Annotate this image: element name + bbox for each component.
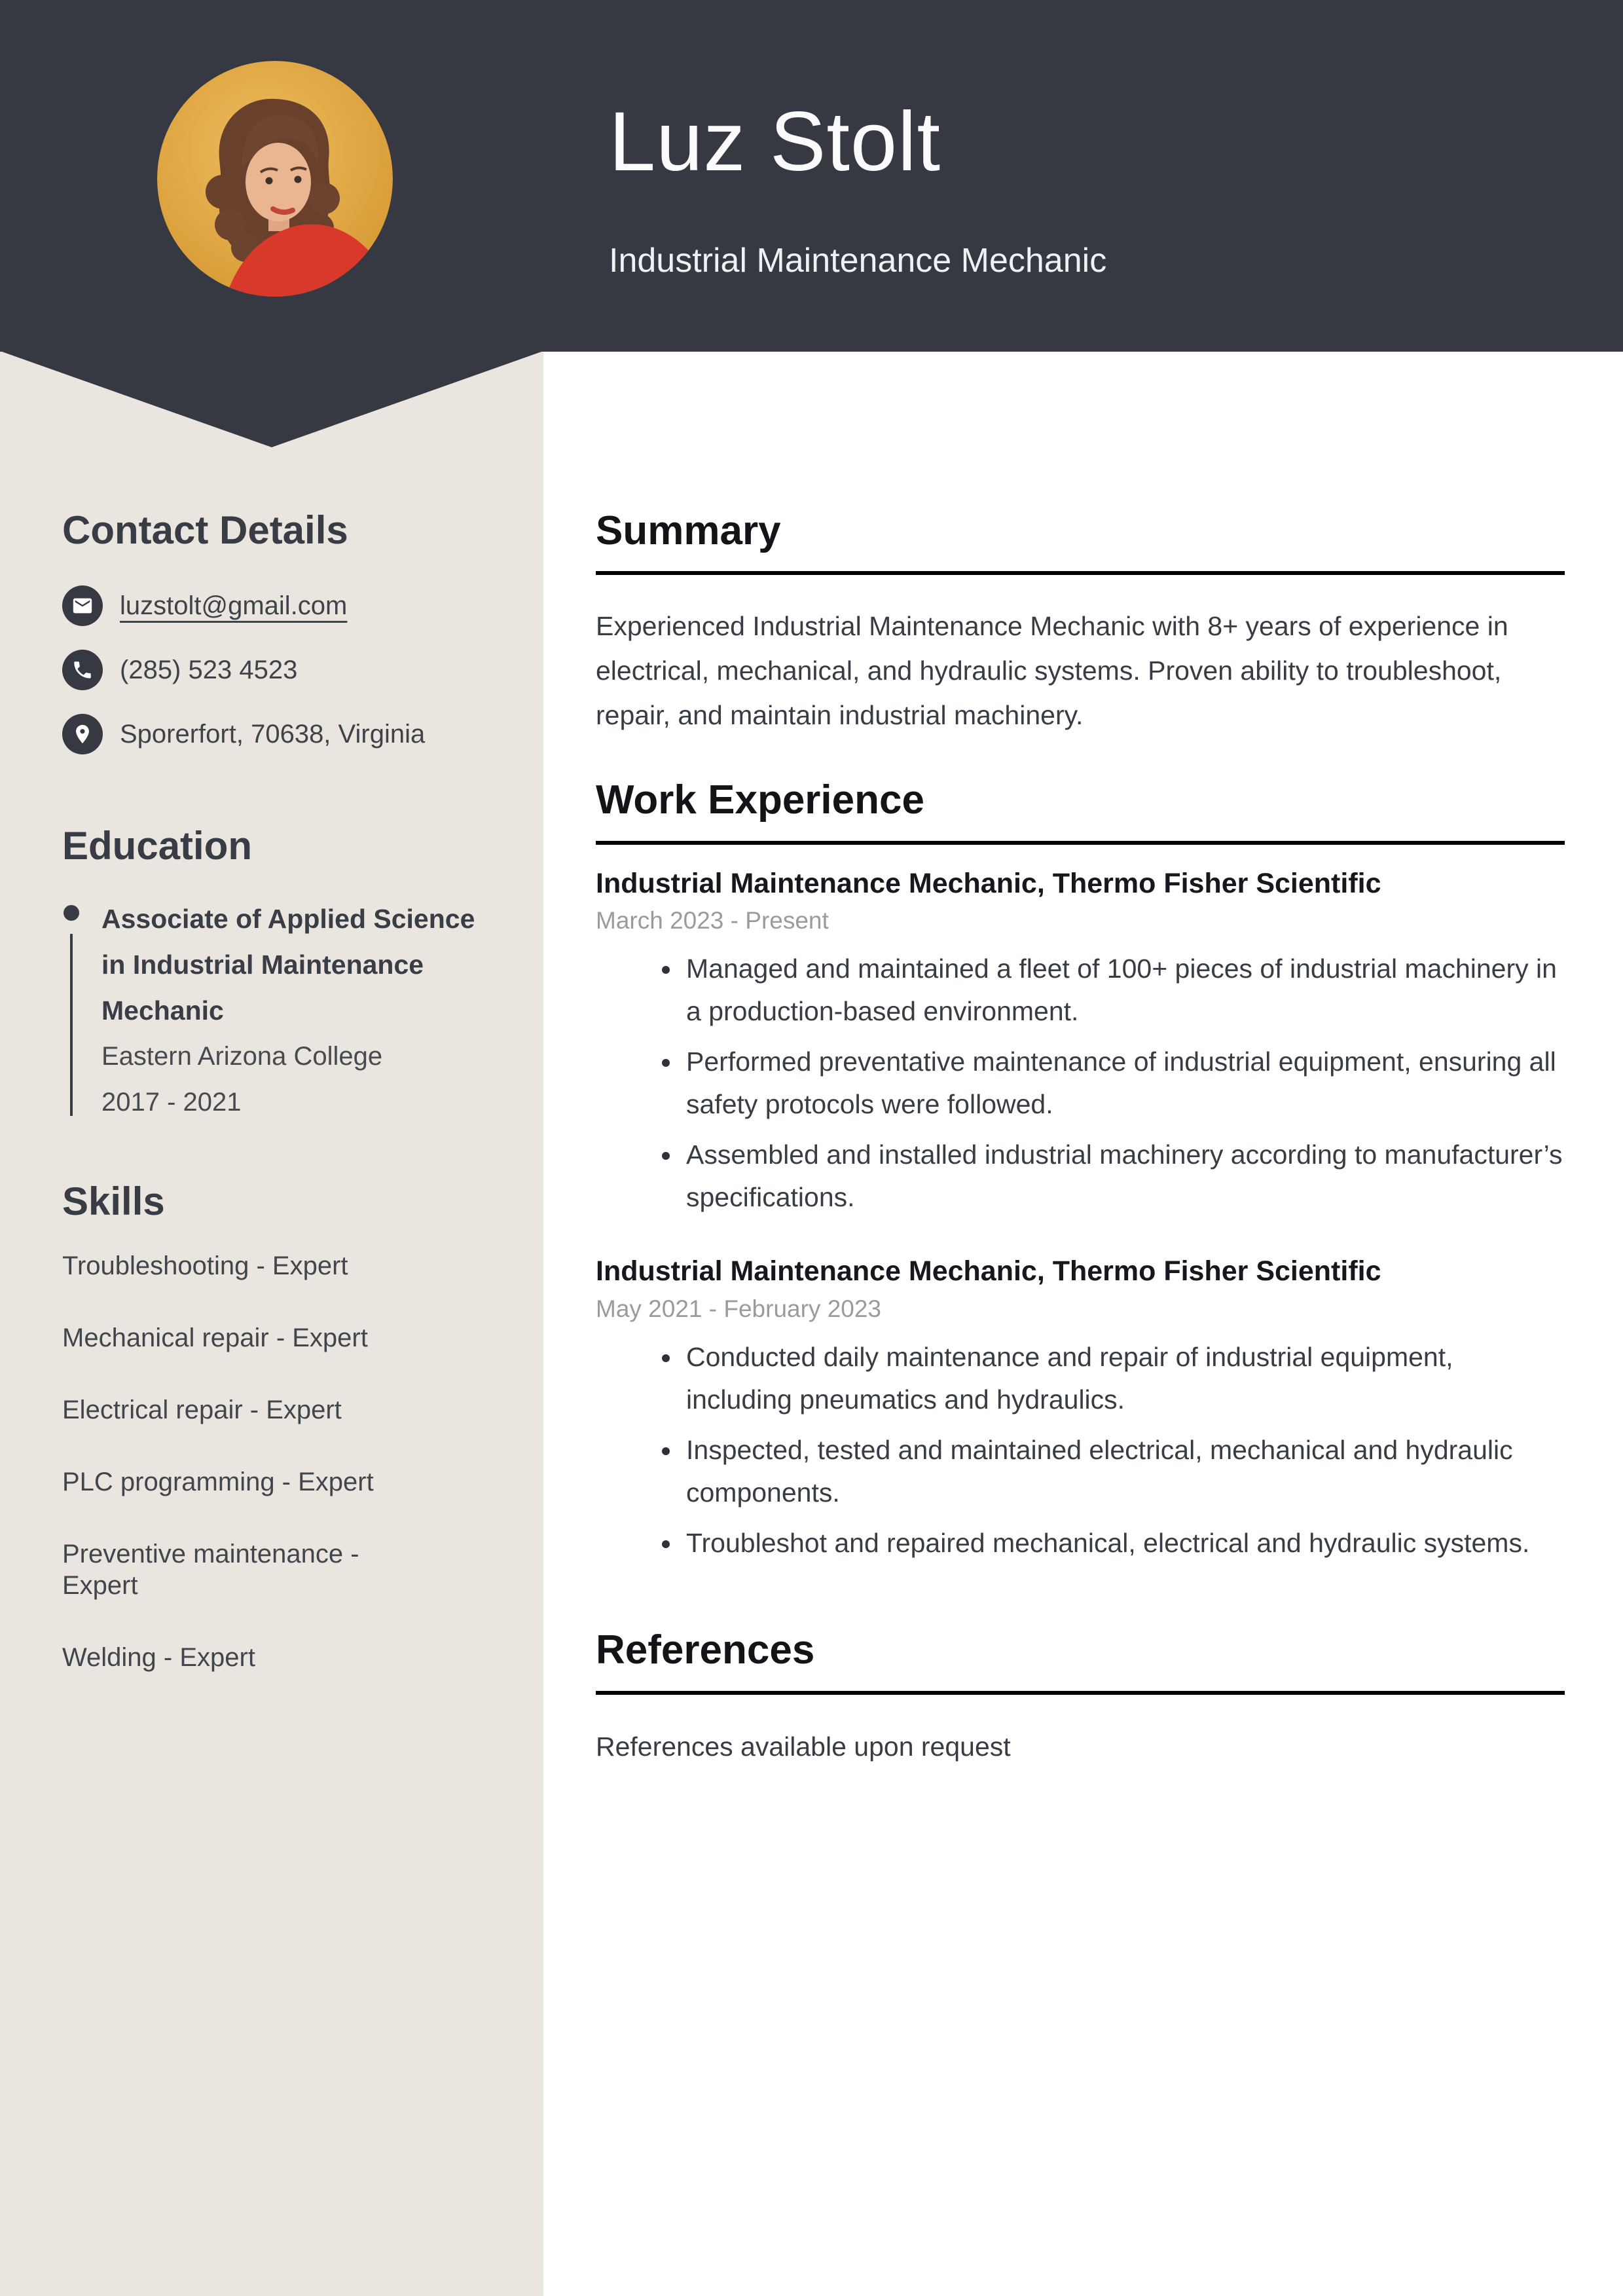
header-job-title: Industrial Maintenance Mechanic (609, 242, 1107, 280)
education-dates: 2017 - 2021 (101, 1088, 242, 1117)
summary-heading: Summary (596, 508, 1565, 575)
job-bullet-list (596, 1336, 1565, 1565)
envelope-icon (62, 585, 103, 626)
job-dates: March 2023 - Present (596, 907, 829, 935)
summary-text: Experienced Industrial Maintenance Mechanic with 8+ years of experience in electrical, mechanical, and hydraulic systems. Proven ability to troubleshoot, repair, and maintain industrial machinery. (596, 611, 1508, 731)
education-school: Eastern Arizona College (101, 1042, 383, 1071)
job-title: Industrial Maintenance Mechanic, Thermo Fisher Scientific (596, 1255, 1381, 1287)
contact-item-phone (62, 650, 488, 690)
skill-item: Preventive maintenance - Expert (62, 1540, 359, 1600)
work-experience-heading: Work Experience (596, 777, 1565, 844)
job-bullet-list (596, 948, 1565, 1219)
profile-photo-image (157, 61, 393, 297)
job-bullet: • Managed and maintained a fleet of 100+ pieces of industrial machinery in a production-based environment. (682, 948, 1565, 1033)
education-entry (62, 896, 488, 1125)
job-bullet: • Assembled and installed industrial machinery according to manufacturer’s specifications. (682, 1134, 1565, 1219)
main-content (596, 508, 1565, 1768)
location-value: Sporerfort, 70638, Virginia (120, 720, 426, 749)
job-bullet: • Troubleshot and repaired mechanical, electrical and hydraulic systems. (682, 1522, 1565, 1565)
skill-item: PLC programming - Expert (62, 1468, 374, 1496)
references-section (596, 1627, 1565, 1768)
references-text: References available upon request (596, 1731, 1011, 1762)
skill-item: Mechanical repair - Expert (62, 1324, 368, 1352)
skill-item: Troubleshooting - Expert (62, 1251, 348, 1280)
contact-section (62, 508, 488, 754)
location-pin-icon (62, 714, 103, 754)
phone-icon (62, 650, 103, 690)
sidebar (62, 508, 488, 1714)
job-bullet: • Performed preventative maintenance of industrial equipment, ensuring all safety protocols were followed. (682, 1041, 1565, 1126)
job-bullet: • Inspected, tested and maintained electrical, mechanical and hydraulic components. (682, 1429, 1565, 1514)
job-dates: May 2021 - February 2023 (596, 1295, 882, 1323)
email-link[interactable]: luzstolt@gmail.com (120, 591, 348, 620)
phone-value: (285) 523 4523 (120, 656, 298, 684)
summary-section (596, 508, 1565, 737)
skill-item: Welding - Expert (62, 1643, 255, 1672)
education-degree: Associate of Applied Science in Industrial Maintenance Mechanic (101, 904, 475, 1026)
references-heading: References (596, 1627, 1565, 1694)
profile-photo (157, 61, 393, 297)
job-entry (596, 867, 1565, 1219)
job-entry (596, 1255, 1565, 1565)
contact-item-location (62, 714, 488, 754)
contact-details-heading: Contact Details (62, 508, 348, 552)
work-experience-section (596, 777, 1565, 1565)
job-bullet: • Conducted daily maintenance and repair of industrial equipment, including pneumatics and hydraulics. (682, 1336, 1565, 1421)
name-heading: Luz Stolt (609, 95, 941, 189)
skills-heading: Skills (62, 1179, 165, 1223)
header-text-block (609, 95, 1558, 280)
skill-item: Electrical repair - Expert (62, 1396, 342, 1424)
contact-item-email (62, 585, 488, 626)
job-title: Industrial Maintenance Mechanic, Thermo Fisher Scientific (596, 867, 1381, 899)
education-section (62, 823, 488, 1125)
education-heading: Education (62, 824, 253, 868)
skills-list (62, 1250, 488, 1673)
skills-section (62, 1179, 488, 1673)
